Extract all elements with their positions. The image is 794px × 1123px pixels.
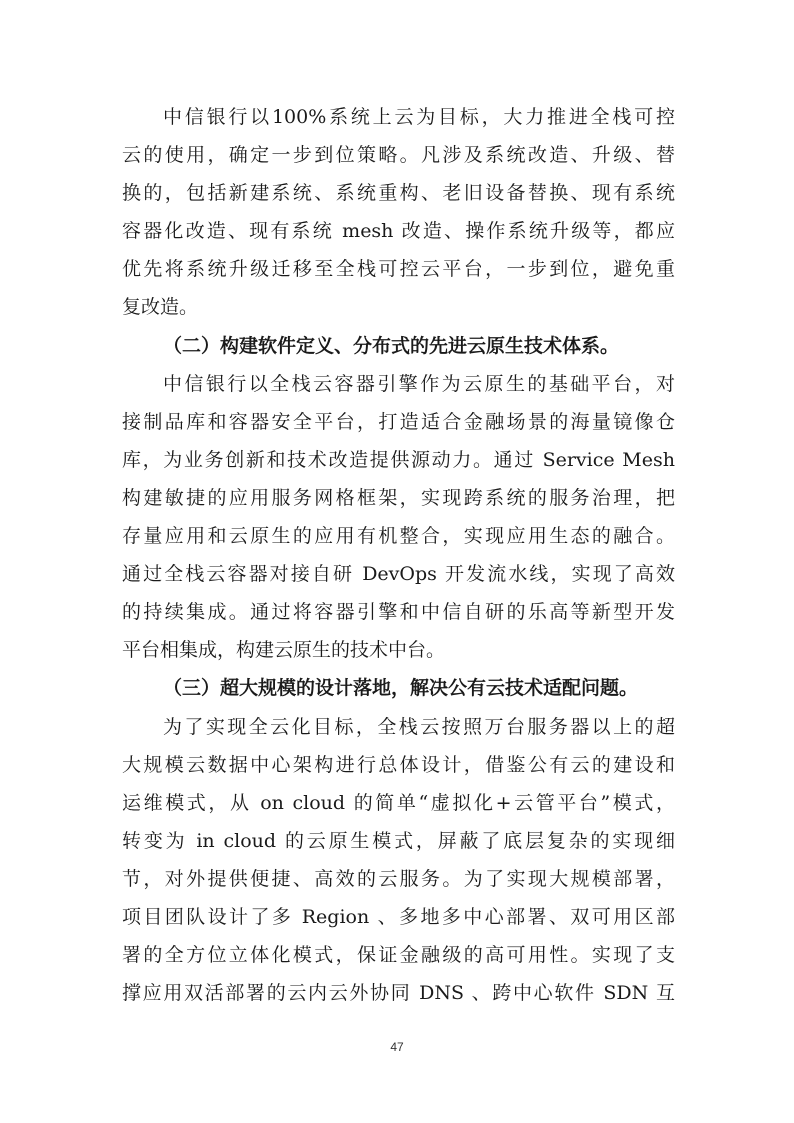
paragraph-line: 的持续集成。通过将容器引擎和中信自研的乐高等新型开发 (122, 601, 675, 624)
paragraph-line: 存量应用和云原生的应用有机整合，实现应用生态的融合。 (122, 525, 675, 548)
section-heading: （二）构建软件定义、分布式的先进云原生技术体系。 (163, 334, 620, 357)
paragraph-line: 节，对外提供便捷、高效的云服务。为了实现大规模部署， (122, 867, 675, 890)
paragraph-line: 运维模式，从 on cloud 的简单“虚拟化+云管平台”模式， (122, 791, 675, 814)
body-text (122, 98, 675, 1012)
page-number: 47 (390, 1040, 404, 1054)
paragraph-line: 接制品库和容器安全平台，打造适合金融场景的海量镜像仓 (122, 410, 675, 433)
paragraph-line: 撑应用双活部署的云内云外协同 DNS 、跨中心软件 SDN 互 (122, 982, 675, 1005)
paragraph-line: 为了实现全云化目标，全栈云按照万台服务器以上的超 (163, 715, 675, 738)
paragraph-line: 换的，包括新建系统、系统重构、老旧设备替换、现有系统 (122, 182, 675, 205)
paragraph-line: 转变为 in cloud 的云原生模式，屏蔽了底层复杂的实现细 (122, 829, 675, 852)
paragraph-line: 库，为业务创新和技术改造提供源动力。通过 Service Mesh (122, 448, 675, 471)
paragraph-line: 平台相集成，构建云原生的技术中台。 (122, 639, 446, 662)
section-heading: （三）超大规模的设计落地，解决公有云技术适配问题。 (163, 677, 639, 700)
paragraph-line: 容器化改造、现有系统 mesh 改造、操作系统升级等，都应 (122, 220, 675, 243)
paragraph-line: 优先将系统升级迁移至全栈可控云平台，一步到位，避免重 (122, 258, 675, 281)
paragraph-line: 中信银行以100%系统上云为目标，大力推进全栈可控 (163, 106, 675, 128)
paragraph-line: 中信银行以全栈云容器引擎作为云原生的基础平台，对 (163, 372, 675, 395)
paragraph-line: 通过全栈云容器对接自研 DevOps 开发流水线，实现了高效 (122, 563, 675, 586)
paragraph-line: 署的全方位立体化模式，保证金融级的高可用性。实现了支 (122, 944, 675, 967)
paragraph-line: 云的使用，确定一步到位策略。凡涉及系统改造、升级、替 (122, 144, 675, 167)
paragraph-line: 构建敏捷的应用服务网格框架，实现跨系统的服务治理，把 (122, 486, 675, 509)
paragraph-line: 项目团队设计了多 Region 、多地多中心部署、双可用区部 (122, 905, 675, 928)
paragraph-line: 复改造。 (122, 296, 199, 319)
paragraph-line: 大规模云数据中心架构进行总体设计，借鉴公有云的建设和 (122, 753, 675, 776)
